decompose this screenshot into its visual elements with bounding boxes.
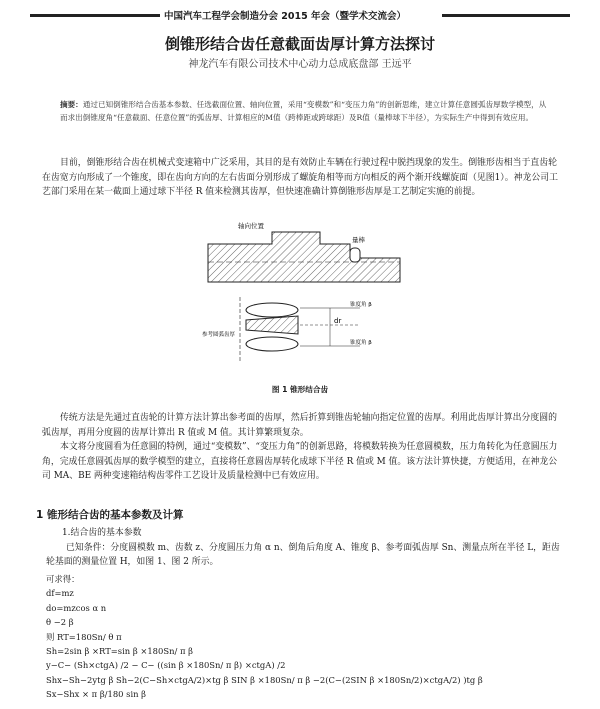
label-dr: dr — [334, 317, 342, 325]
equation-line: Sh=2sin β ×RT=sin β ×180Sn/ π β — [46, 646, 193, 657]
intro-paragraph: 目前，倒锥形结合齿在机械式变速箱中广泛采用，其目的是有效防止车辆在行驶过程中脱挡现象的发生。倒锥形齿相当于直齿轮在齿宽方向形成了一个锥度，即在齿向方向的左右齿面分别形成了螺旋角相等而方向相反的两个渐开线螺旋面（见图1）。神龙公司工艺部门采用在某一截面上通过球下半径 R 值来检测其齿厚，但快速准确计算倒锥形齿厚是工艺制定实施的前提。 — [42, 158, 558, 197]
equation-line: df=mz — [46, 588, 74, 599]
equation-line: do=mzcos α n — [46, 602, 107, 613]
abstract-text: 通过已知倒锥形结合齿基本参数、任选截面位置、轴向位置，采用“变模数”和“变压力角”的创新思维，建立计算任意圆弧齿厚数学模型，从而求出倒锥度角“任意截面、任意位置”的弧齿厚、计算相应的M值（跨棒距或跨球距）及R值（量棒球下半径），为实际生产中得到有效应用。 — [60, 100, 547, 122]
known-conditions: 已知条件：分度圆模数 m、齿数 z、分度圆压力角 α n、倒角后角度 A、锥度 β、参考面弧齿厚 Sn、测量点所在半径 L，距齿轮基面的测量位置 H，如图 1、图 2 所示。 — [46, 543, 560, 567]
abstract — [60, 98, 550, 124]
tooth-profile-view — [240, 297, 360, 362]
header-rule-right — [442, 14, 570, 17]
figure-caption: 图 1 锥形结合齿 — [271, 385, 329, 394]
conference-header — [30, 8, 570, 22]
paragraph-traditional-method: 传统方法是先通过直齿轮的计算方法计算出参考面的齿厚，然后折算到锥齿轮轴向指定位置的齿厚。利用此齿厚计算出分度圆的弧齿厚，再用分度圆的齿厚计算出 R 值或 M 值。其计算繁琐复杂。 — [42, 413, 557, 438]
author-line: 神龙汽车有限公司技术中心动力总成底盘部 王远平 — [188, 59, 412, 70]
header-rule-left — [30, 14, 160, 17]
subsection-heading: 1.结合齿的基本参数 — [62, 528, 142, 538]
label-axial-position: 轴向位置 — [238, 222, 264, 230]
label-reference-thickness: 参考圆弧齿厚 — [202, 332, 236, 338]
gear-cross-section — [208, 232, 400, 282]
equation-line: Shx−Sh−2ytg β Sh−2(C−Sh×ctgA/2)×tg β SIN β ×180Sn/ π β −2(C−(2SIN β ×180Sn/2)×ctgA/2) )tg β — [46, 674, 483, 685]
label-taper-angle: 锥度角 β — [350, 302, 372, 308]
header-text: 中国汽车工程学会制造分会 2015 年会（暨学术交流会） — [164, 11, 407, 22]
label-taper-angle-2: 锥度角 β — [350, 340, 372, 346]
equation-line: θ −2 β — [46, 617, 74, 628]
equation-line: 则 RT=180Sn/ θ π — [46, 631, 122, 642]
equation-block — [46, 572, 576, 702]
paper-title: 倒锥形结合齿任意截面齿厚计算方法探讨 — [164, 35, 435, 53]
equation-line: Sx−Shx × π β/180 sin β — [46, 689, 147, 700]
section-heading: 1 锥形结合齿的基本参数及计算 — [36, 509, 184, 521]
abstract-label: 摘要： — [60, 100, 83, 109]
equation-line: 可求得： — [46, 574, 80, 584]
label-measuring-bar: 量棒 — [352, 236, 365, 244]
paragraph-proposed-method: 本文将分度圆看为任意圆的特例，通过“变模数”、“变压力角”的创新思路，将模数转换为任意圆模数，压力角转化为任意圆压力角，完成任意圆弧齿厚的数学模型的建立，直接将任意圆齿厚转化成球下半径 R 值或 M 值。该方法计算快捷，方便适用，在神龙公司 MA、BE 两种变速箱结构齿零件工艺设计及质量检测中已有效应用。 — [42, 442, 558, 481]
figure-tapered-tooth — [200, 222, 410, 372]
equation-line: y−C− (Sh×ctgA) /2 − C− ((sin β ×180Sn/ π β) ×ctgA) /2 — [46, 660, 286, 671]
